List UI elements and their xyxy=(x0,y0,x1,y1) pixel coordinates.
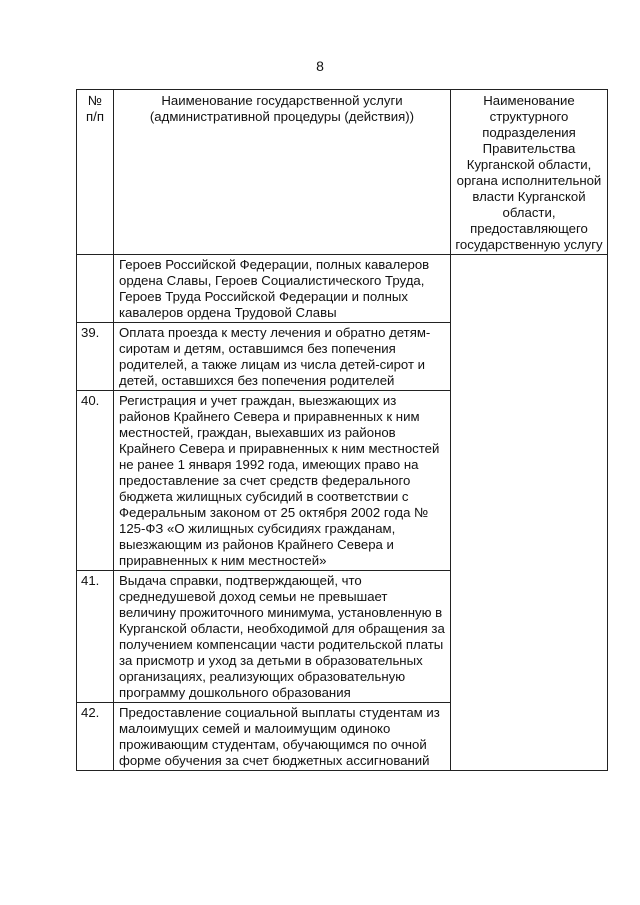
row-service-name: Выдача справки, подтверждающей, что среднедушевой доход семьи не превышает величину прожиточного минимума, установленную в Курганской области, необходимой для обращения за получением компенсации части родительской платы за присмотр и уход за детьми в образовательных организациях, реализующих образовательную программу дошкольного образования xyxy=(114,571,451,703)
row-number: 42. xyxy=(77,703,114,771)
header-service: Наименование государственной услуги (административной процедуры (действия)) xyxy=(114,90,451,255)
row-service-name: Оплата проезда к месту лечения и обратно детям-сиротам и детям, оставшимся без попечения родителей, а также лицам из числа детей-сирот и детей, оставшихся без попечения родителей xyxy=(114,323,451,391)
header-department: Наименование структурного подразделения Правительства Курганской области, органа исполнительной власти Курганской области, предоставляющего государственную услугу xyxy=(451,90,608,255)
row-service-name: Героев Российской Федерации, полных кавалеров ордена Славы, Героев Социалистического Труда, Героев Труда Российской Федерации и полных кавалеров ордена Трудовой Славы xyxy=(114,255,451,323)
page-number: 8 xyxy=(316,58,324,74)
row-number: 41. xyxy=(77,571,114,703)
table-header-row xyxy=(77,90,608,255)
services-table xyxy=(76,89,608,771)
table-row xyxy=(77,255,608,323)
row-department xyxy=(451,255,608,771)
row-service-name: Регистрация и учет граждан, выезжающих из районов Крайнего Севера и приравненных к ним местностей, граждан, выехавших из районов Крайнего Севера и приравненных к ним местностей не ранее 1 января 1992 года, имеющих право на предоставление за счет средств федерального бюджета жилищных субсидий в соответствии с Федеральным законом от 25 октября 2002 года № 125-ФЗ «О жилищных субсидиях гражданам, выезжающим из районов Крайнего Севера и приравненных к ним местностей» xyxy=(114,391,451,571)
row-number: 39. xyxy=(77,323,114,391)
row-number xyxy=(77,255,114,323)
header-num: № п/п xyxy=(77,90,114,255)
row-number: 40. xyxy=(77,391,114,571)
row-service-name: Предоставление социальной выплаты студентам из малоимущих семей и малоимущим одиноко проживающим студентам, обучающимся по очной форме обучения за счет бюджетных ассигнований xyxy=(114,703,451,771)
